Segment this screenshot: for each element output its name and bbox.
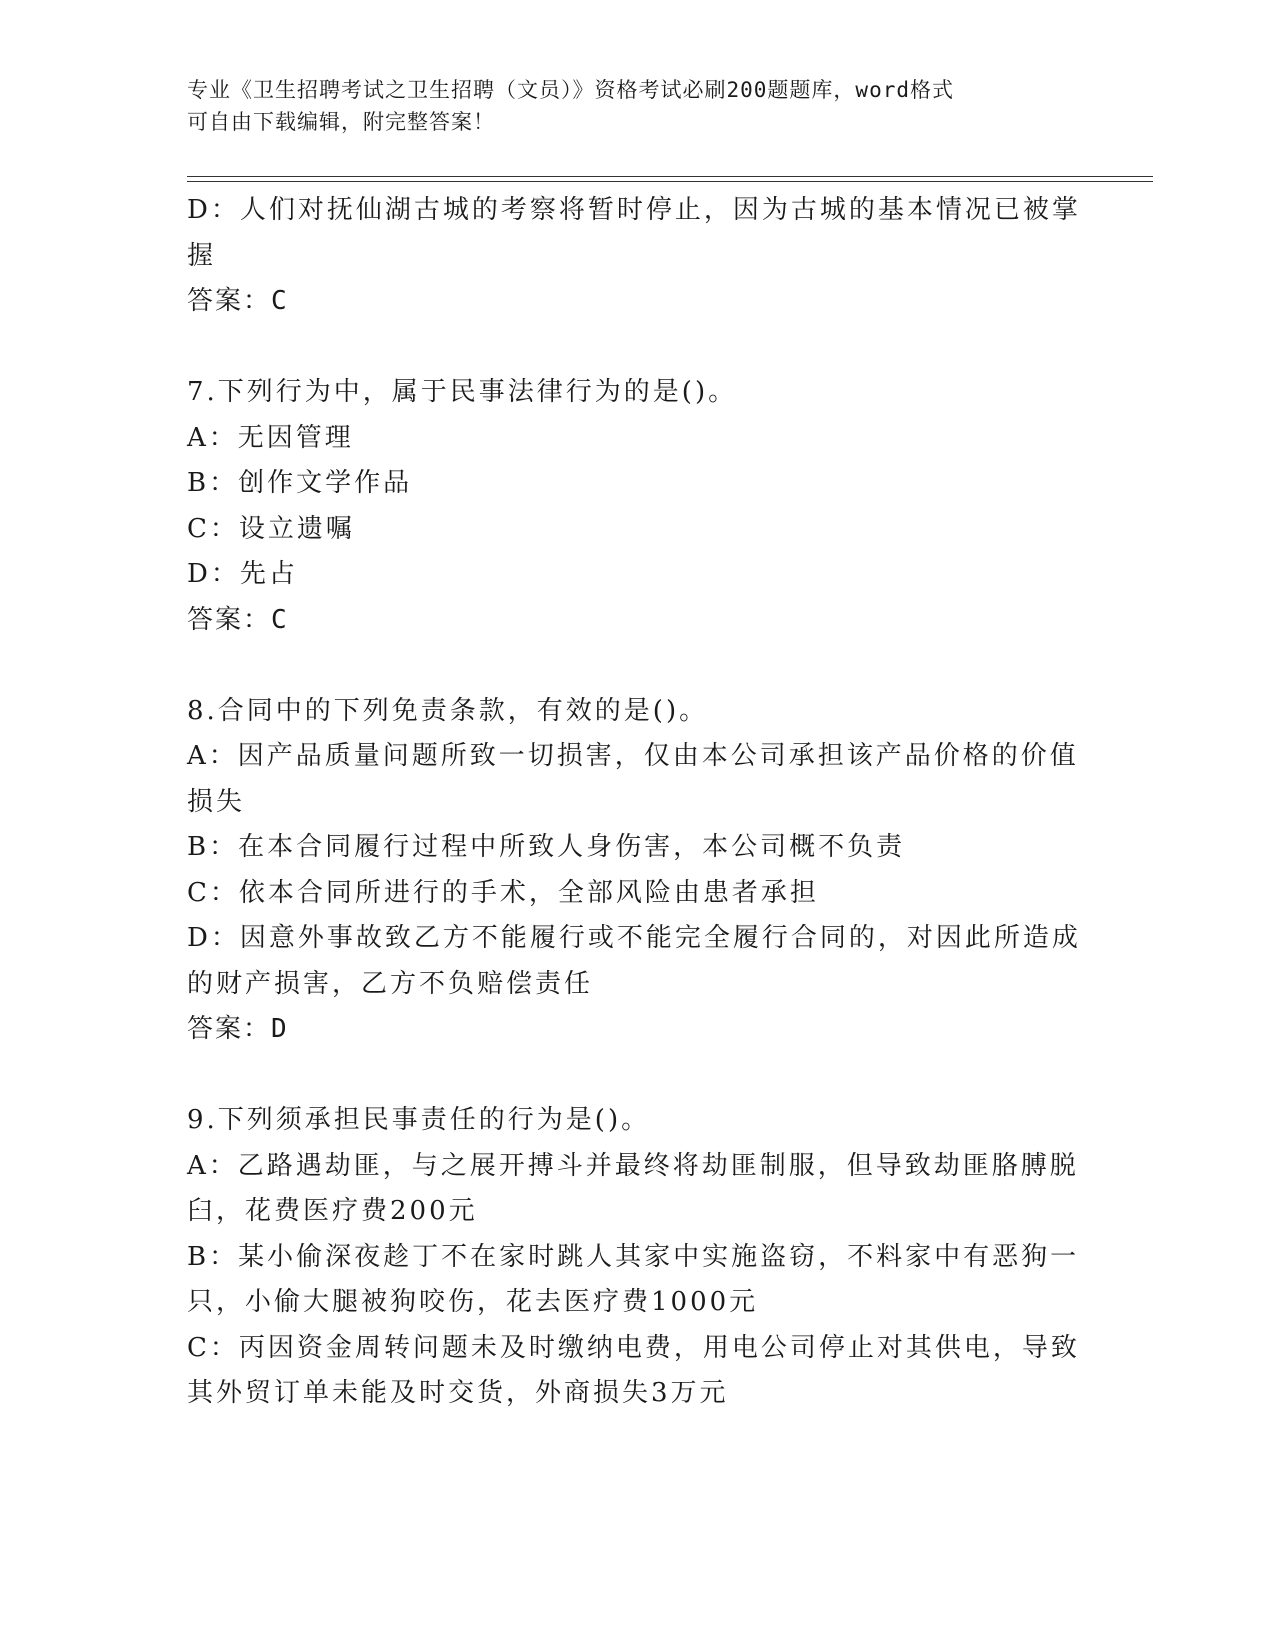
- option-c-line-2: 其外贸订单未能及时交货，外商损失3万元: [187, 1378, 729, 1408]
- spacer: [187, 1053, 1087, 1099]
- answer-label: 答案：D: [187, 1014, 289, 1044]
- option-a-line-2: 损失: [187, 786, 246, 817]
- option-b: B：在本合同履行过程中所致人身伤害，本公司概不负责: [187, 832, 906, 862]
- option-d-line-1: D：因意外事故致乙方不能履行或不能完全履行合同的，对因此所造成: [187, 923, 1081, 953]
- option-d-line-1: D：人们对抚仙湖古城的考察将暂时停止，因为古城的基本情况已被掌: [187, 195, 1081, 225]
- option-c-line-1: C：丙因资金周转问题未及时缴纳电费，用电公司停止对其供电，导致: [187, 1332, 1080, 1363]
- option-b: B：创作文学作品: [187, 468, 413, 498]
- question-6-continued: [187, 188, 1087, 325]
- option-a: A：无因管理: [187, 422, 354, 453]
- question-stem: 9.下列须承担民事责任的行为是()。: [187, 1105, 651, 1135]
- option-b-line-1: B：某小偷深夜趁丁不在家时跳人其家中实施盗窃，不料家中有恶狗一: [187, 1241, 1080, 1272]
- page-header: [187, 74, 1067, 138]
- option-a-line-1: A：乙路遇劫匪，与之展开搏斗并最终将劫匪制服，但导致劫匪胳膊脱: [187, 1150, 1079, 1181]
- option-a-line-2: 臼，花费医疗费200元: [187, 1196, 478, 1226]
- option-b-line-2: 只，小偷大腿被狗咬伤，花去医疗费1000元: [187, 1287, 759, 1317]
- spacer: [187, 643, 1087, 689]
- option-d: D：先占: [187, 559, 298, 589]
- header-title-line-1: 专业《卫生招聘考试之卫生招聘（文员）》资格考试必刷200题题库，word格式: [187, 78, 954, 102]
- option-d-line-2: 的财产损害，乙方不负赔偿责任: [187, 968, 594, 999]
- option-d-line-2: 握: [187, 240, 217, 271]
- option-c: C：依本合同所进行的手术，全部风险由患者承担: [187, 877, 819, 908]
- question-8: [187, 689, 1087, 1053]
- question-stem: 7.下列行为中，属于民事法律行为的是()。: [187, 377, 738, 407]
- answer-label: 答案：C: [187, 604, 289, 635]
- option-a-line-1: A：因产品质量问题所致一切损害，仅由本公司承担该产品价格的价值: [187, 741, 1079, 771]
- option-c: C：设立遗嘱: [187, 513, 355, 544]
- header-title-line-2: 可自由下载编辑，附完整答案！: [187, 110, 495, 134]
- question-9: [187, 1098, 1087, 1417]
- header-divider: [187, 176, 1153, 182]
- question-7: [187, 370, 1087, 643]
- document-body: [187, 188, 1087, 1417]
- answer-label: 答案：C: [187, 286, 289, 316]
- question-stem: 8.合同中的下列免责条款，有效的是()。: [187, 695, 709, 726]
- spacer: [187, 325, 1087, 371]
